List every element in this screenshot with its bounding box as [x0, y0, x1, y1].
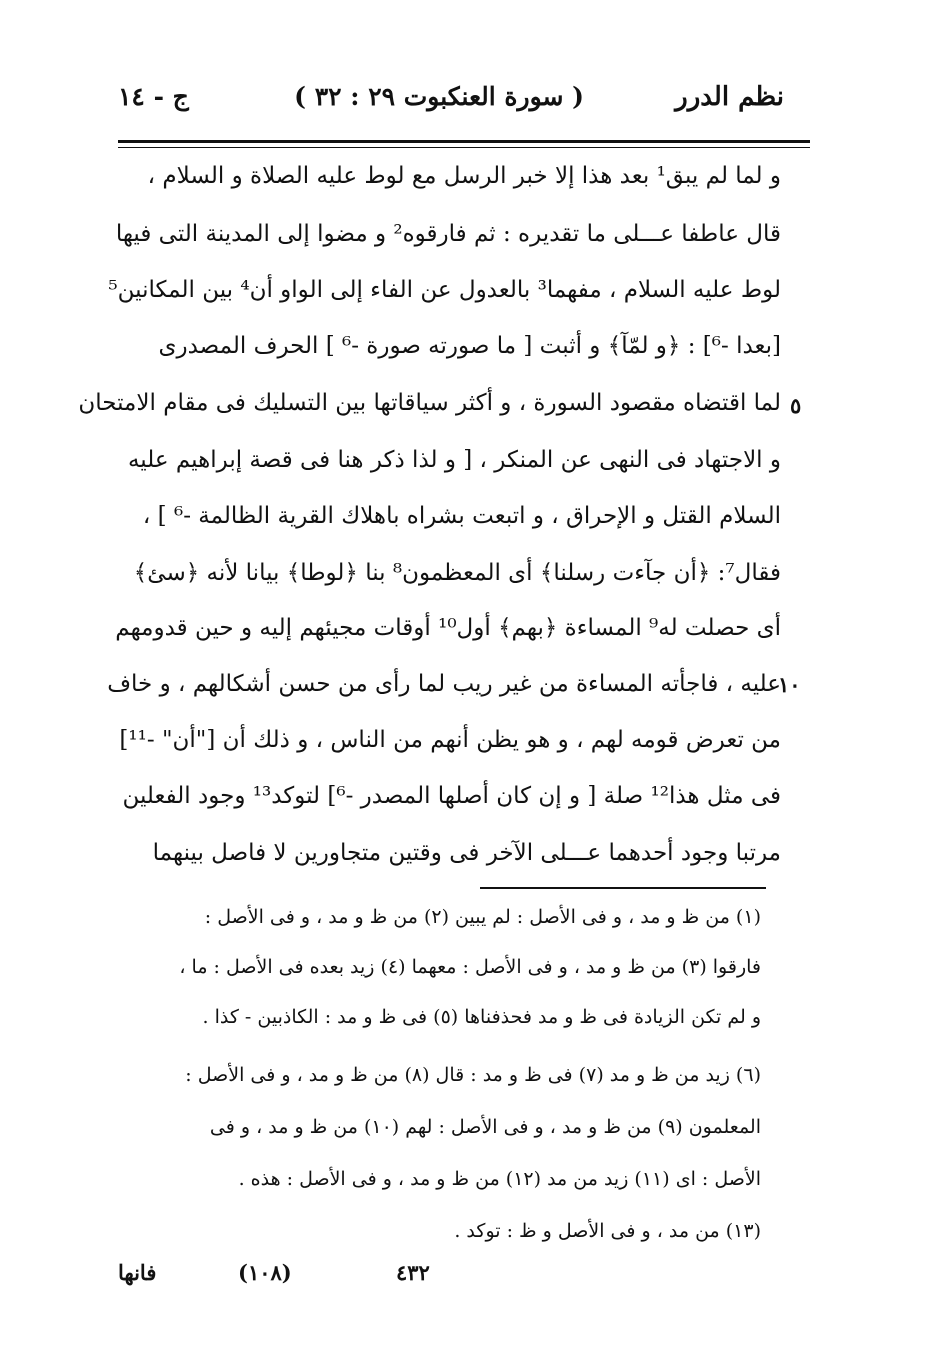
footnote-rule [480, 887, 766, 889]
footnote-line: الأصل : اى (١١) زيد من مد (١٢) من ظ و مد ، و فى الأصل : هذه . [238, 1168, 761, 1190]
footnote-line: و لم تكن الزيادة فى ظ و مد فحذفناها (٥) فى ظ و مد : الكاذبين - كذا . [202, 1006, 761, 1028]
footnote-line: المعلمون (٩) من ظ و مد ، و فى الأصل : لهم (١٠) من ظ و مد ، و فى [209, 1116, 761, 1138]
footnote-line: (١) من ظ و مد ، و فى الأصل : لم يبين (٢) من ظ و مد ، و فى الأصل : [204, 906, 761, 928]
text-line: مرتبا وجود أحدهما عـــلى الآخر فى وقتين متجاورين لا فاصل بينهما [152, 840, 781, 866]
page-number: ٤٣٢ [396, 1260, 430, 1285]
plate-number: (١٠٨) [238, 1260, 292, 1285]
text-line: من تعرض قومه لهم ، و هو يظن أنهم من الناس ، و ذلك أن ["أن" -¹¹] [119, 727, 781, 753]
footnote-line: فارقوا (٣) من ظ و مد ، و فى الأصل : معهما (٤) زيد بعده فى الأصل : ما ، [179, 956, 761, 978]
part-number: ج - ١٤ [118, 82, 189, 111]
running-header [118, 82, 784, 132]
text-line: لما اقتضاه مقصود السورة ، و أكثر سياقاتها بين التسليك فى مقام الامتحان [78, 390, 781, 416]
text-line: لوط عليه السلام ، مفهما³ بالعدول عن الفاء إلى الواو أن⁴ بين المكانين⁵ [108, 277, 781, 303]
footnote-line: (٦) زيد من ظ و مد (٧) فى ظ و مد : قال (٨) من ظ و مد ، و فى الأصل : [185, 1064, 761, 1086]
line-number-10: ١٠ [778, 672, 801, 697]
text-line: [بعدا -⁶] : ﴿و لمّآ﴾ و أثبت [ ما صورته صورة -⁶ ] الحرف المصدرى [158, 333, 781, 359]
text-line: فى مثل هذا¹² صلة [ و إن كان أصلها المصدر -⁶] لتوكد¹³ وجود الفعلين [122, 783, 781, 809]
catchword: فانها [118, 1260, 157, 1285]
text-line: و الاجتهاد فى النهى عن المنكر ، [ و لذا ذكر هنا فى قصة إبراهيم عليه [127, 447, 781, 473]
text-line: السلام القتل و الإحراق ، و اتبعت بشراه باهلاك القرية الظالمة -⁶ ] ، [142, 503, 781, 529]
text-line: فقال⁷: ﴿أن جآءت رسلنا﴾ أى المعظمون⁸ بنا ﴿لوطا﴾ بيانا لأنه ﴿سئ﴾ [133, 560, 781, 586]
book-title: نظم الدرر [675, 82, 784, 112]
text-line: أى حصلت له⁹ المساءة ﴿بهم﴾ أول¹⁰ أوقات مجيئهم إليه و حين قدومهم [115, 615, 781, 641]
line-number-5: ٥ [790, 393, 802, 418]
footnote-line: (١٣) من مد ، و فى الأصل و ظ : توكد . [454, 1220, 761, 1242]
text-line: قال عاطفا عـــلى ما تقديره : ثم فارقوه² و مضوا إلى المدينة التى فيها [115, 221, 781, 247]
text-line: و لما لم يبق¹ بعد هذا إلا خبر الرسل مع لوط عليه الصلاة و السلام ، [147, 163, 781, 189]
header-rule-thin [118, 147, 810, 148]
text-line: عليه ، فاجأته المساءة من غير ريب لما رأى من حسن أشكالهم ، و خاف [107, 671, 781, 697]
surah-reference: ( سورة العنكبوت ٢٩ : ٣٢ ) [294, 82, 584, 111]
header-rule [118, 140, 810, 143]
